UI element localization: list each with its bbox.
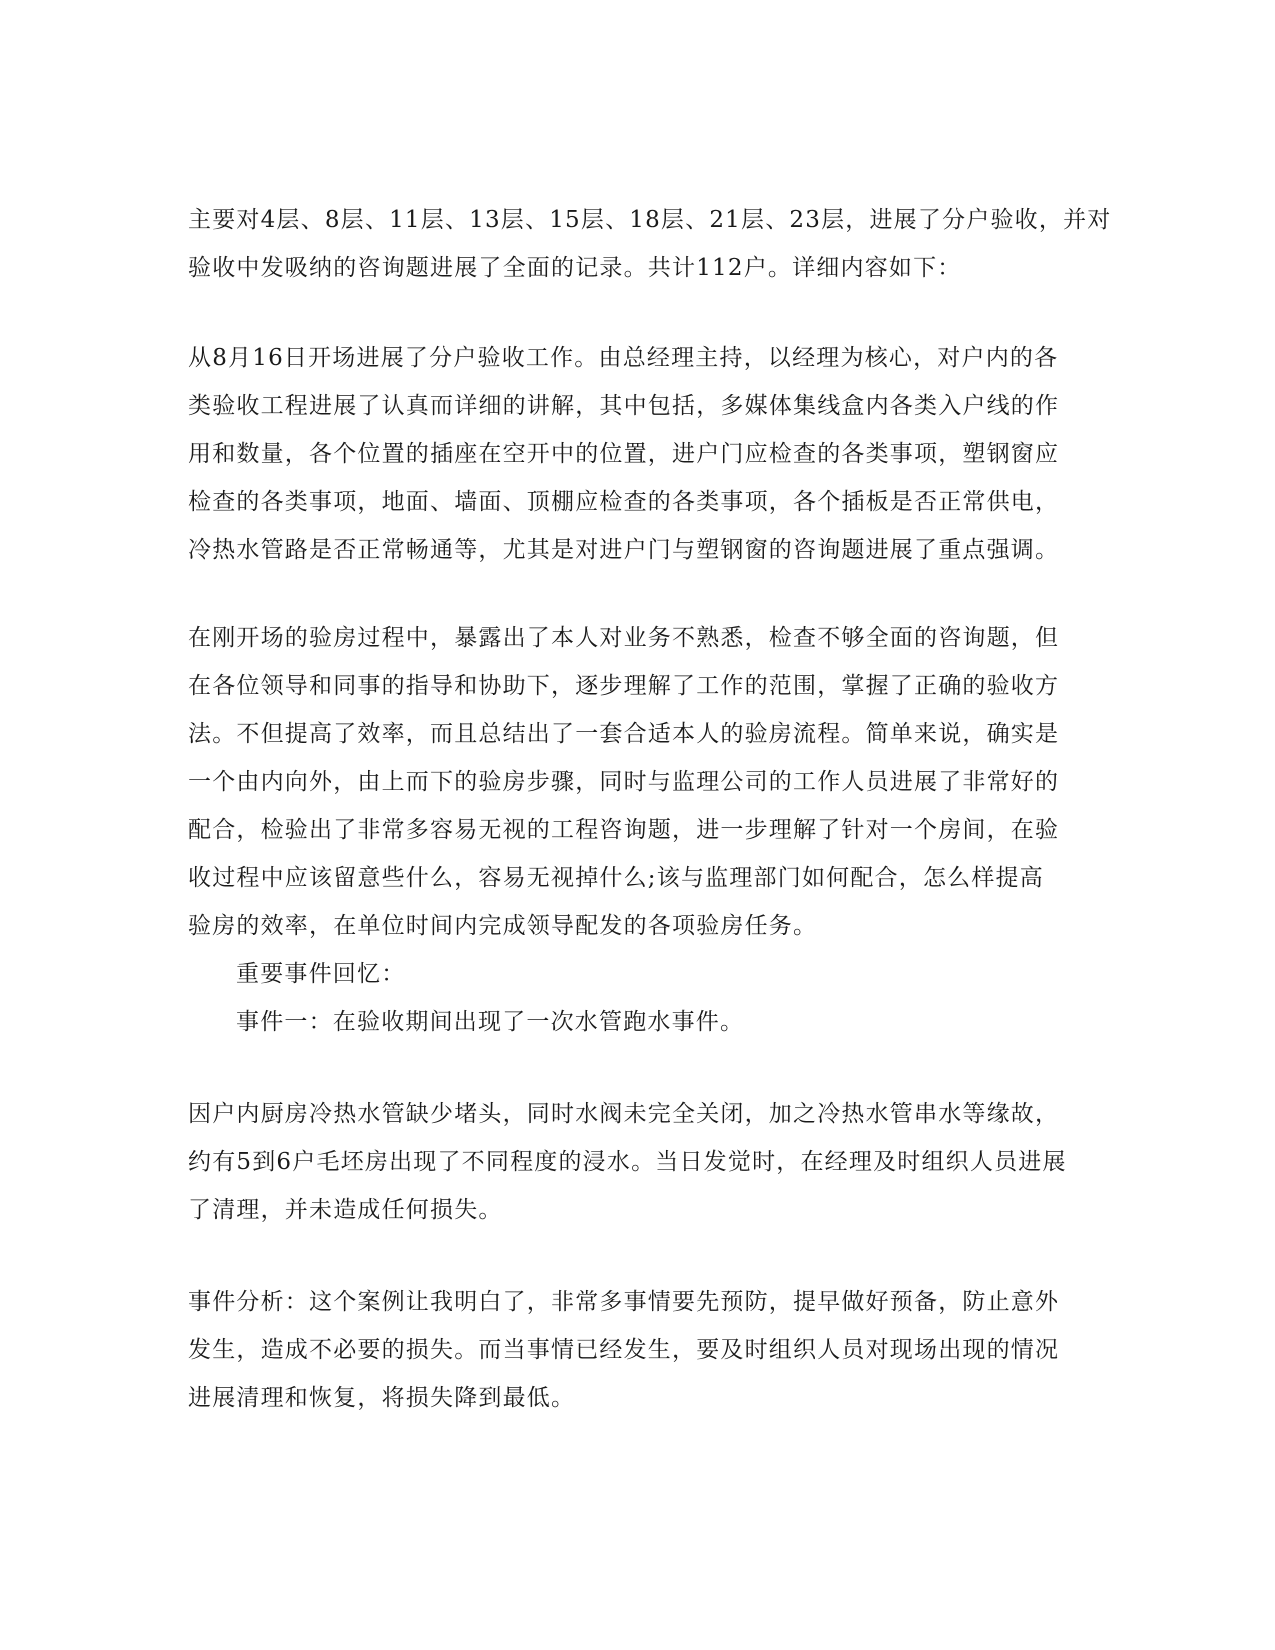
text-line: 从8月16日开场进展了分户验收工作。由总经理主持，以经理为核心，对户内的各 xyxy=(188,345,1059,371)
text-line: 冷热水管路是否正常畅通等，尤其是对进户门与塑钢窗的咨询题进展了重点强调。 xyxy=(188,537,1060,563)
text-line: 收过程中应该留意些什么，容易无视掉什么;该与监理部门如何配合，怎么样提高 xyxy=(188,865,1044,891)
paragraph-water-leak xyxy=(188,1090,1088,1234)
text-line: 事件分析：这个案例让我明白了，非常多事情要先预防，提早做好预备，防止意外 xyxy=(188,1289,1060,1315)
text-line: 进展清理和恢复，将损失降到最低。 xyxy=(188,1385,576,1411)
text-line: 一个由内向外，由上而下的验房步骤，同时与监理公司的工作人员进展了非常好的 xyxy=(188,769,1060,795)
text-line: 检查的各类事项，地面、墙面、顶棚应检查的各类事项，各个插板是否正常供电， xyxy=(188,489,1060,515)
paragraph-inspection-start xyxy=(188,334,1088,574)
paragraph-learning-process xyxy=(188,614,1088,1046)
text-line: 约有5到6户毛坯房出现了不同程度的浸水。当日发觉时，在经理及时组织人员进展 xyxy=(188,1149,1067,1175)
text-line: 在刚开场的验房过程中，暴露出了本人对业务不熟悉，检查不够全面的咨询题，但 xyxy=(188,625,1060,651)
text-line: 主要对4层、8层、11层、13层、15层、18层、21层、23层，进展了分户验收，并对 xyxy=(188,207,1112,233)
section-heading-review: 重要事件回忆： xyxy=(236,961,406,987)
text-line: 类验收工程进展了认真而详细的讲解，其中包括，多媒体集线盒内各类入户线的作 xyxy=(188,393,1060,419)
text-line: 发生，造成不必要的损失。而当事情已经发生，要及时组织人员对现场出现的情况 xyxy=(188,1337,1060,1363)
text-line: 因户内厨房冷热水管缺少堵头，同时水阀未完全关闭，加之冷热水管串水等缘故， xyxy=(188,1101,1060,1127)
text-line: 了清理，并未造成任何损失。 xyxy=(188,1197,503,1223)
paragraph-event-analysis xyxy=(188,1278,1088,1422)
text-line: 法。不但提高了效率，而且总结出了一套合适本人的验房流程。简单来说，确实是 xyxy=(188,721,1060,747)
text-line: 配合，检验出了非常多容易无视的工程咨询题，进一步理解了针对一个房间，在验 xyxy=(188,817,1060,843)
section-heading-event1: 事件一：在验收期间出现了一次水管跑水事件。 xyxy=(236,1009,745,1035)
text-line: 在各位领导和同事的指导和协助下，逐步理解了工作的范围，掌握了正确的验收方 xyxy=(188,673,1060,699)
text-line: 验收中发吸纳的咨询题进展了全面的记录。共计112户。详细内容如下： xyxy=(188,255,962,281)
text-line: 用和数量，各个位置的插座在空开中的位置，进户门应检查的各类事项，塑钢窗应 xyxy=(188,441,1060,467)
text-line: 验房的效率，在单位时间内完成领导配发的各项验房任务。 xyxy=(188,913,818,939)
paragraph-floors-inspection xyxy=(188,196,1112,292)
